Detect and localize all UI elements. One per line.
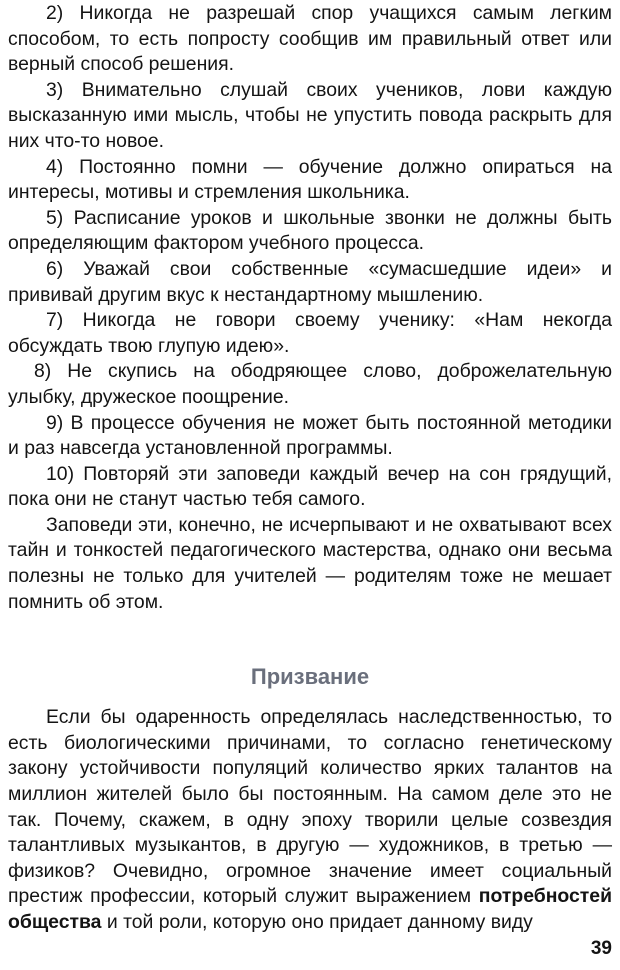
commandment-7: 7) Никогда не говори своему ученику: «Нам некогда обсуждать твою глупую идею». xyxy=(8,309,612,357)
section-bold-phrase: потребностей общества xyxy=(8,885,612,933)
commandment-9: 9) В процессе обучения не может быть постоянной методики и раз навсегда установленной программы. xyxy=(8,411,612,460)
section-text-after: и той роли, которую оно придает данному виду xyxy=(106,911,533,933)
commandment-3: 3) Внимательно слушай своих учеников, лови каждую высказанную ими мысль, чтобы не упустить повода раскрыть для них что-то новое. xyxy=(8,78,612,152)
commandment-4: 4) Постоянно помни — обучение должно опираться на интересы, мотивы и стремления школьника. xyxy=(8,155,612,204)
commandment-8: 8) Не скупись на ободряющее слово, доброжелательную улыбку, дружеское поощрение. xyxy=(8,360,612,408)
commandment-6: 6) Уважай свои собственные «сумасшедшие идеи» и прививай другим вкус к нестандартному мышлению. xyxy=(8,257,612,306)
closing-paragraph: Заповеди эти, конечно, не исчерпывают и не охватывают всех тайн и тонкостей педагогического мастерства, однако они весьма полезны не только для учителей — родителям тоже не мешает помнить об этом. xyxy=(8,513,612,613)
commandment-5: 5) Расписание уроков и школьные звонки не должны быть определяющим фактором учебного процесса. xyxy=(8,206,612,255)
section-text-before: Если бы одаренность определялась наследственностью, то есть биологическими причинами, то согласно генетическому закону устойчивости популяций количество ярких талантов на миллион жителей было бы постоянным. На самом деле это не так. Почему, скажем, в одну эпоху творили целые созвездия талантливых музыкантов, в другую — художников, в третью — физиков? Очевидно, огромное значение имеет социальный престиж профессии, который служит выражением xyxy=(8,706,612,908)
section-heading: Призвание xyxy=(250,664,370,690)
book-page xyxy=(8,0,612,936)
commandment-2: 2) Никогда не разрешай спор учащихся самым легким способом, то есть попросту сообщив им правильный ответ или верный способ решения. xyxy=(8,2,612,76)
commandment-10: 10) Повторяй эти заповеди каждый вечер на сон грядущий, пока они не станут частью тебя самого. xyxy=(8,462,612,511)
page-number: 39 xyxy=(590,938,612,959)
section-paragraph xyxy=(8,705,612,935)
